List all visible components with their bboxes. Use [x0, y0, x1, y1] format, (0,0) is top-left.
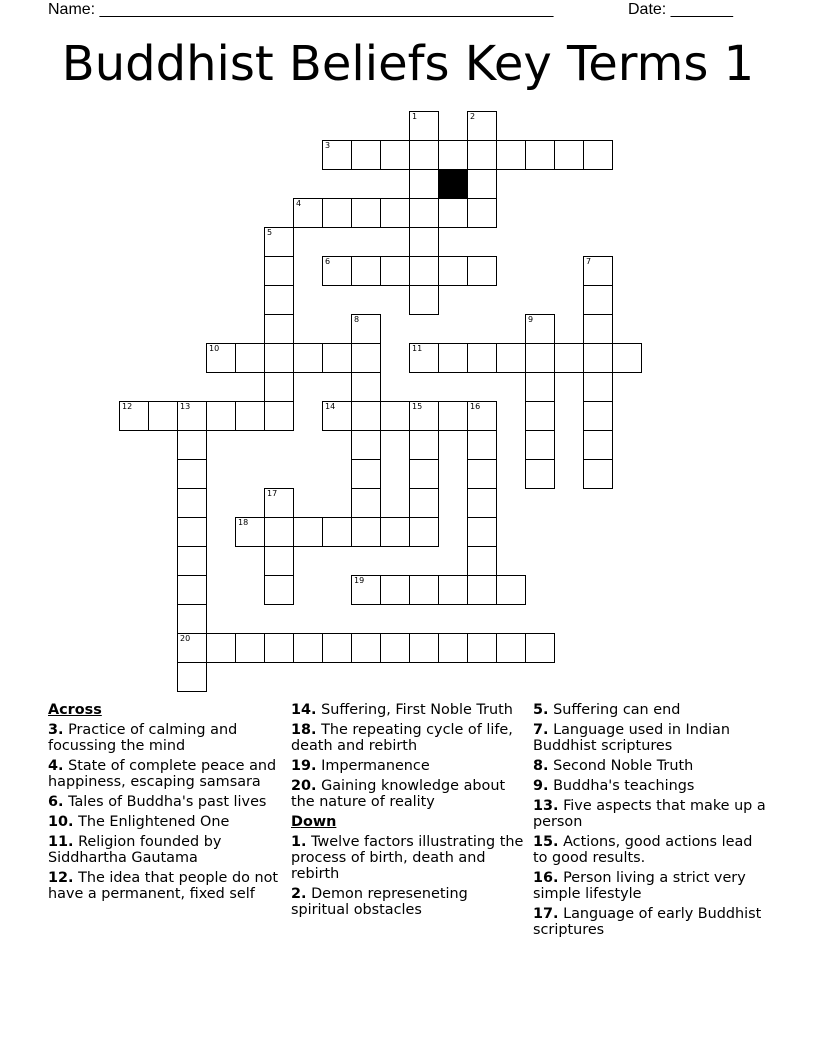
grid-cell[interactable] — [177, 488, 207, 518]
clue-item-number: 10. — [48, 814, 74, 830]
grid-cell[interactable] — [177, 546, 207, 576]
grid-cell[interactable] — [351, 430, 381, 460]
grid-cell[interactable] — [322, 198, 352, 228]
grid-cell[interactable] — [264, 343, 294, 373]
clue-item-text: Language of early Buddhist scriptures — [533, 906, 762, 938]
grid-cell[interactable] — [206, 401, 236, 431]
grid-cell[interactable] — [583, 256, 613, 286]
grid-cell[interactable] — [264, 401, 294, 431]
clue-number: 4 — [296, 199, 302, 208]
grid-cell[interactable] — [525, 459, 555, 489]
grid-cell[interactable] — [583, 459, 613, 489]
clue-item-text: Second Noble Truth — [553, 758, 694, 774]
grid-cell[interactable] — [409, 459, 439, 489]
grid-cell[interactable] — [583, 430, 613, 460]
clue-item-text: Suffering, First Noble Truth — [321, 702, 513, 718]
grid-cell[interactable] — [554, 343, 584, 373]
grid-cell[interactable] — [351, 256, 381, 286]
clue-item — [533, 758, 769, 774]
grid-cell[interactable] — [177, 604, 207, 634]
clue-item-number: 11. — [48, 834, 74, 850]
clue-item-number: 3. — [48, 722, 64, 738]
grid-cell[interactable] — [351, 140, 381, 170]
grid-cell[interactable] — [351, 198, 381, 228]
grid-cell[interactable] — [206, 343, 236, 373]
grid-cell[interactable] — [322, 517, 352, 547]
grid-cell[interactable] — [380, 633, 410, 663]
grid-cell[interactable] — [525, 633, 555, 663]
grid-cell[interactable] — [525, 343, 555, 373]
grid-cell[interactable] — [322, 401, 352, 431]
grid-cell[interactable] — [351, 314, 381, 344]
grid-cell[interactable] — [583, 314, 613, 344]
clue-item-number: 15. — [533, 834, 559, 850]
clue-item-number: 7. — [533, 722, 549, 738]
clue-item — [533, 722, 769, 754]
grid-cell[interactable] — [351, 401, 381, 431]
grid-cell[interactable] — [438, 256, 468, 286]
clue-item-text: Impermanence — [321, 758, 430, 774]
clue-item-text: Practice of calming and focussing the mind — [48, 722, 238, 754]
grid-cell[interactable] — [467, 459, 497, 489]
clue-number: 11 — [412, 344, 423, 353]
grid-cell[interactable] — [467, 430, 497, 460]
grid-cell[interactable] — [467, 169, 497, 199]
clue-number: 9 — [528, 315, 534, 324]
grid-cell[interactable] — [148, 401, 178, 431]
clue-number: 3 — [325, 141, 331, 150]
clue-number: 18 — [238, 518, 249, 527]
grid-cell[interactable] — [409, 517, 439, 547]
grid-cell[interactable] — [525, 372, 555, 402]
grid-cell[interactable] — [583, 343, 613, 373]
clue-number: 19 — [354, 576, 365, 585]
grid-cell[interactable] — [467, 633, 497, 663]
grid-cell[interactable] — [351, 517, 381, 547]
clue-number: 14 — [325, 402, 336, 411]
clue-number: 20 — [180, 634, 191, 643]
clue-item-text: The idea that people do not have a permanent, fixed self — [48, 870, 279, 902]
clue-number: 15 — [412, 402, 423, 411]
grid-cell[interactable] — [264, 227, 294, 257]
grid-cell[interactable] — [409, 343, 439, 373]
clue-item-text: The Enlightened One — [78, 814, 230, 830]
clue-item — [533, 798, 769, 830]
clue-item — [291, 886, 527, 918]
grid-cell[interactable] — [467, 517, 497, 547]
clue-number: 8 — [354, 315, 360, 324]
grid-cell[interactable] — [380, 140, 410, 170]
clue-number: 10 — [209, 344, 220, 353]
grid-cell[interactable] — [293, 198, 323, 228]
clue-number: 12 — [122, 402, 133, 411]
grid-cell[interactable] — [177, 633, 207, 663]
clue-item-text: The repeating cycle of life, death and rebirth — [291, 722, 513, 754]
grid-cell[interactable] — [119, 401, 149, 431]
grid-cell[interactable] — [293, 343, 323, 373]
down-heading: Down — [291, 814, 337, 830]
grid-cell[interactable] — [177, 662, 207, 692]
grid-cell[interactable] — [177, 517, 207, 547]
grid-cell[interactable] — [496, 343, 526, 373]
grid-cell[interactable] — [467, 140, 497, 170]
clue-item — [48, 794, 284, 810]
across-clue-list — [48, 722, 284, 902]
grid-cell[interactable] — [409, 488, 439, 518]
grid-cell[interactable] — [177, 401, 207, 431]
clue-item-number: 1. — [291, 834, 307, 850]
clue-item-text: Suffering can end — [553, 702, 681, 718]
grid-cell[interactable] — [583, 285, 613, 315]
grid-cell[interactable] — [496, 633, 526, 663]
clue-item — [48, 722, 284, 754]
clue-item-number: 9. — [533, 778, 549, 794]
grid-cell[interactable] — [235, 517, 265, 547]
clue-item-number: 2. — [291, 886, 307, 902]
grid-cell[interactable] — [467, 111, 497, 141]
clue-item-text: Demon represeneting spiritual obstacles — [291, 886, 468, 918]
clue-item-text: Five aspects that make up a person — [533, 798, 766, 830]
grid-cell[interactable] — [525, 430, 555, 460]
clues-column-2 — [291, 702, 527, 922]
grid-cell[interactable] — [380, 517, 410, 547]
grid-cell[interactable] — [409, 633, 439, 663]
grid-cell[interactable] — [351, 488, 381, 518]
grid-cell[interactable] — [351, 633, 381, 663]
clue-item — [291, 702, 527, 718]
grid-cell[interactable] — [409, 140, 439, 170]
grid-cell[interactable] — [438, 140, 468, 170]
grid-cell[interactable] — [177, 430, 207, 460]
grid-cell[interactable] — [438, 575, 468, 605]
grid-cell[interactable] — [177, 575, 207, 605]
clue-item — [533, 906, 769, 938]
grid-cell[interactable] — [583, 372, 613, 402]
grid-cell[interactable] — [525, 140, 555, 170]
grid-cell[interactable] — [351, 372, 381, 402]
clue-item — [291, 834, 527, 882]
clue-number: 2 — [470, 112, 476, 121]
grid-cell[interactable] — [467, 343, 497, 373]
grid-cell[interactable] — [496, 575, 526, 605]
clue-item-text: Gaining knowledge about the nature of reality — [291, 778, 506, 810]
grid-cell[interactable] — [264, 256, 294, 286]
grid-cell[interactable] — [438, 401, 468, 431]
clue-item-number: 16. — [533, 870, 559, 886]
clue-item-text: Religion founded by Siddhartha Gautama — [48, 834, 222, 866]
grid-cell[interactable] — [351, 575, 381, 605]
grid-cell[interactable] — [322, 140, 352, 170]
grid-cell[interactable] — [264, 488, 294, 518]
across-clue-list-continued — [291, 702, 527, 810]
grid-cell[interactable] — [351, 343, 381, 373]
grid-cell[interactable] — [380, 198, 410, 228]
grid-cell[interactable] — [264, 633, 294, 663]
clue-item — [533, 778, 769, 794]
grid-cell[interactable] — [409, 430, 439, 460]
clue-number: 7 — [586, 257, 592, 266]
grid-cell[interactable] — [409, 256, 439, 286]
grid-cell[interactable] — [467, 401, 497, 431]
grid-cell[interactable] — [264, 285, 294, 315]
clue-item — [48, 758, 284, 790]
grid-cell[interactable] — [467, 488, 497, 518]
clue-item — [291, 758, 527, 774]
across-heading: Across — [48, 702, 102, 718]
grid-cell[interactable] — [235, 633, 265, 663]
grid-cell[interactable] — [612, 343, 642, 373]
grid-cell[interactable] — [525, 314, 555, 344]
grid-cell[interactable] — [438, 633, 468, 663]
name-field-label[interactable]: Name: ___________________________________________________ — [48, 1, 554, 18]
grid-cell[interactable] — [322, 256, 352, 286]
clue-item-text: Twelve factors illustrating the process of birth, death and rebirth — [291, 834, 524, 882]
grid-cell[interactable] — [293, 633, 323, 663]
grid-cell[interactable] — [293, 517, 323, 547]
clues-column-3 — [533, 702, 769, 942]
clue-item-number: 18. — [291, 722, 317, 738]
grid-cell[interactable] — [467, 575, 497, 605]
clue-item-number: 13. — [533, 798, 559, 814]
clue-item-number: 12. — [48, 870, 74, 886]
clue-item-number: 4. — [48, 758, 64, 774]
grid-cell[interactable] — [322, 343, 352, 373]
grid-cell[interactable] — [583, 401, 613, 431]
clue-item-number: 17. — [533, 906, 559, 922]
grid-cell[interactable] — [525, 401, 555, 431]
clue-item-number: 19. — [291, 758, 317, 774]
grid-cell[interactable] — [409, 169, 439, 199]
grid-cell[interactable] — [438, 343, 468, 373]
clue-number: 16 — [470, 402, 481, 411]
grid-cell[interactable] — [264, 314, 294, 344]
clue-item — [291, 778, 527, 810]
grid-cell[interactable] — [380, 401, 410, 431]
grid-cell[interactable] — [235, 401, 265, 431]
clue-item — [533, 870, 769, 902]
clue-number: 17 — [267, 489, 278, 498]
grid-cell[interactable] — [380, 256, 410, 286]
grid-cell[interactable] — [409, 285, 439, 315]
clue-item-text: State of complete peace and happiness, escaping samsara — [48, 758, 277, 790]
clue-number: 5 — [267, 228, 273, 237]
clue-item — [48, 814, 284, 830]
clue-item — [533, 834, 769, 866]
grid-cell[interactable] — [409, 227, 439, 257]
grid-cell[interactable] — [467, 256, 497, 286]
grid-cell[interactable] — [496, 140, 526, 170]
clue-item-text: Person living a strict very simple lifestyle — [533, 870, 746, 902]
page-title: Buddhist Beliefs Key Terms 1 — [61, 36, 755, 92]
grid-cell[interactable] — [409, 401, 439, 431]
grid-cell[interactable] — [264, 575, 294, 605]
grid-cell[interactable] — [177, 459, 207, 489]
grid-cell[interactable] — [438, 198, 468, 228]
clue-number: 1 — [412, 112, 418, 121]
clues-column-1 — [48, 702, 284, 906]
grid-cell[interactable] — [264, 372, 294, 402]
grid-cell[interactable] — [409, 111, 439, 141]
clue-item-number: 6. — [48, 794, 64, 810]
grid-cell[interactable] — [409, 198, 439, 228]
clue-number: 13 — [180, 402, 191, 411]
grid-cell[interactable] — [380, 575, 410, 605]
grid-cell[interactable] — [264, 546, 294, 576]
clue-item-text: Actions, good actions lead to good results. — [533, 834, 753, 866]
down-clue-list-continued — [533, 702, 769, 938]
grid-cell[interactable] — [409, 575, 439, 605]
clue-item — [533, 702, 769, 718]
grid-cell[interactable] — [554, 140, 584, 170]
clue-item-number: 14. — [291, 702, 317, 718]
clue-number: 6 — [325, 257, 331, 266]
clue-item-number: 8. — [533, 758, 549, 774]
clue-item — [291, 722, 527, 754]
grid-cell[interactable] — [583, 140, 613, 170]
clue-item — [48, 870, 284, 902]
grid-cell[interactable] — [467, 198, 497, 228]
down-clue-list — [291, 834, 527, 918]
grid-cell[interactable] — [351, 459, 381, 489]
grid-cell[interactable] — [235, 343, 265, 373]
clue-item-text: Language used in Indian Buddhist scriptures — [533, 722, 730, 754]
clue-item-number: 20. — [291, 778, 317, 794]
clue-item-number: 5. — [533, 702, 549, 718]
clue-item — [48, 834, 284, 866]
clue-item-text: Buddha's teachings — [553, 778, 695, 794]
date-field-label[interactable]: Date: _______ — [628, 1, 733, 18]
grid-cell[interactable] — [467, 546, 497, 576]
clue-item-text: Tales of Buddha's past lives — [68, 794, 267, 810]
grid-cell[interactable] — [322, 633, 352, 663]
grid-cell[interactable] — [206, 633, 236, 663]
black-cell — [438, 169, 468, 199]
grid-cell[interactable] — [264, 517, 294, 547]
